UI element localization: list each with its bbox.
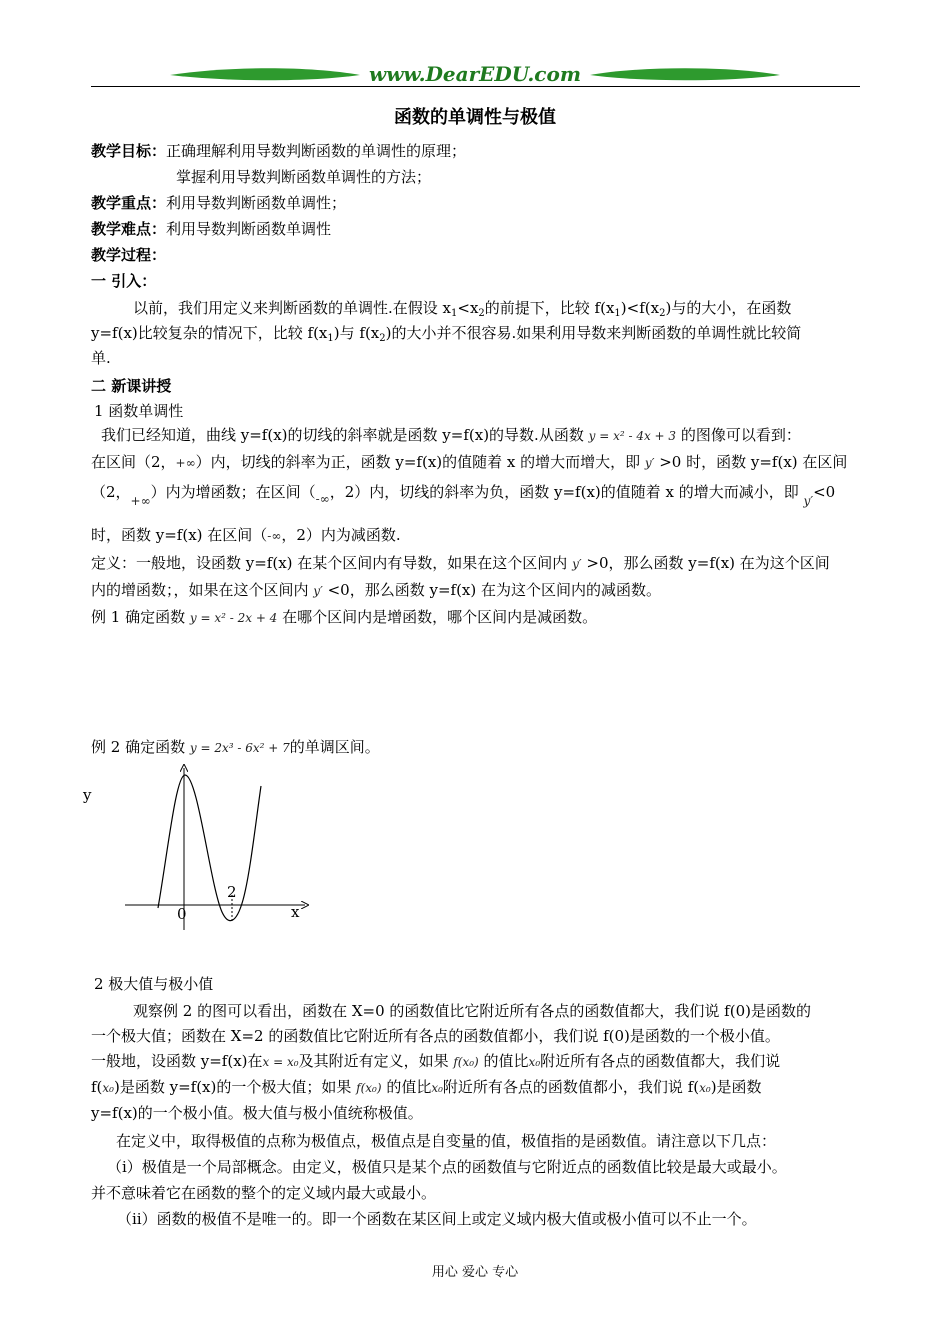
formula-1: y = x² - 4x + 3 — [588, 429, 677, 443]
objectives-label: 教学目标： — [91, 142, 167, 160]
new-lesson-heading: 二 新课讲授 — [91, 377, 172, 395]
intro-p2: y=f(x)比较复杂的情况下，比较 $f(x_1)$与 $f(x_2)$的大小并不很容易.如果利用导数来判断函数的单调性就比较简 — [91, 324, 802, 344]
logo-swoosh-right — [590, 68, 780, 80]
objective-item-2: 掌握利用导数判断函数单调性的方法； — [176, 168, 432, 186]
site-logo — [170, 62, 780, 88]
page-footer: 用心 爱心 专心 — [431, 1265, 519, 1280]
intro-p3: 单. — [91, 349, 111, 367]
definition-line-1: 定义：一般地，设函数 y=f(x) 在某个区间内有导数，如果在这个区间内 y′ >0，那么函数 y=f(x) 在为这个区间 — [91, 554, 830, 572]
difficulty-label: 教学难点： — [91, 220, 167, 238]
logo-text: www.DearEDU.com — [368, 62, 582, 86]
process-label: 教学过程： — [91, 246, 167, 264]
extremum-p5: y=f(x)的一个极小值。极大值与极小值统称极值。 — [91, 1104, 423, 1122]
definition-line-2: 内的增函数；，如果在这个区间内 y′ <0，那么函数 y=f(x) 在为这个区间内的减函数。 — [91, 581, 662, 599]
note-i-continued: 并不意味着它在函数的整个的定义域内最大或最小。 — [91, 1184, 437, 1202]
x-axis-label: x — [291, 903, 300, 921]
objectives-line-1 — [91, 141, 466, 161]
intro-heading: 一 引入： — [91, 272, 157, 290]
note-i: （ⅰ）极值是一个局部概念。由定义，极值只是某个点的函数值与它附近点的函数值比较是最大或最小。 — [107, 1158, 787, 1176]
mono-line-4: 时，函数 y=f(x) 在区间（-∞，2）内为减函数. — [91, 526, 401, 544]
logo-swoosh-left — [170, 68, 360, 80]
intro-p1: 以前，我们用定义来判断函数的单调性.在假设 $x_1<x_2$的前提下，比较 $f(x_1)<f(x_2)$与的大小，在函数 — [133, 299, 792, 319]
page-title: 函数的单调性与极值 — [394, 107, 556, 128]
function-curve — [158, 775, 261, 921]
note-ii: （ⅱ）函数的极值不是唯一的。即一个函数在某区间上或定义域内极大值或极小值可以不止一个。 — [117, 1210, 757, 1228]
formula-3: y = 2x³ - 6x² + 7 — [189, 741, 290, 755]
extremum-p6: 在定义中，取得极值的点称为极值点，极值点是自变量的值，极值指的是函数值。请注意以下几点： — [116, 1132, 777, 1150]
tick-label-2: 2 — [227, 883, 237, 901]
key-point-text: 利用导数判断函数单调性； — [166, 194, 347, 212]
objective-item-1: 正确理解利用导数判断函数的单调性的原理； — [166, 142, 467, 160]
section-2-title: 2 极大值与极小值 — [94, 975, 214, 993]
extremum-p2: 一个极大值；函数在 X=2 的函数值比它附近所有各点的函数值都小，我们说 f(0)是函数的一个极小值。 — [91, 1027, 780, 1045]
mono-line-2: 在区间（2，+∞）内，切线的斜率为正，函数 y=f(x)的值随着 x 的增大而增大，即 y′ >0 时，函数 y=f(x) 在区间 — [91, 453, 848, 471]
mono-line-3: （2，$_{+\infty}$）内为增函数；在区间（$_{-\infty}$，2）内，切线的斜率为负，函数 y=f(x)的值随着 x 的增大而减小，即 $_{y'}$<0 — [91, 483, 836, 508]
extremum-p3: 一般地，设函数 y=f(x)在x = x₀及其附近有定义，如果 f(x₀) 的值比x₀附近所有各点的函数值都大，我们说 — [91, 1052, 781, 1070]
key-point-line — [91, 193, 346, 213]
difficulty-line — [91, 219, 331, 239]
section-1-title: 1 函数单调性 — [94, 402, 184, 420]
difficulty-text: 利用导数判断函数单调性 — [166, 220, 332, 238]
key-point-label: 教学重点： — [91, 194, 167, 212]
mono-line-1: 我们已经知道，曲线 y=f(x)的切线的斜率就是函数 y=f(x)的导数.从函数 y = x² - 4x + 3 的图像可以看到： — [101, 426, 801, 444]
origin-label: 0 — [177, 905, 187, 923]
extremum-p1: 观察例 2 的图可以看出，函数在 X=0 的函数值比它附近所有各点的函数值都大，我们说 f(0)是函数的 — [133, 1002, 811, 1020]
header-rule — [91, 86, 860, 87]
extremum-p4: f(x₀)是函数 y=f(x)的一个极大值；如果 f(x₀) 的值比x₀附近所有各点的函数值都小，我们说 f(x₀)是函数 — [91, 1078, 762, 1096]
example-2: 例 2 确定函数 y = 2x³ - 6x² + 7的单调区间。 — [91, 738, 380, 756]
function-graph — [80, 760, 320, 940]
formula-2: y = x² - 2x + 4 — [189, 611, 278, 625]
y-axis-label: y — [83, 786, 92, 804]
example-1: 例 1 确定函数 y = x² - 2x + 4 在哪个区间内是增函数，哪个区间内是减函数。 — [91, 608, 598, 626]
